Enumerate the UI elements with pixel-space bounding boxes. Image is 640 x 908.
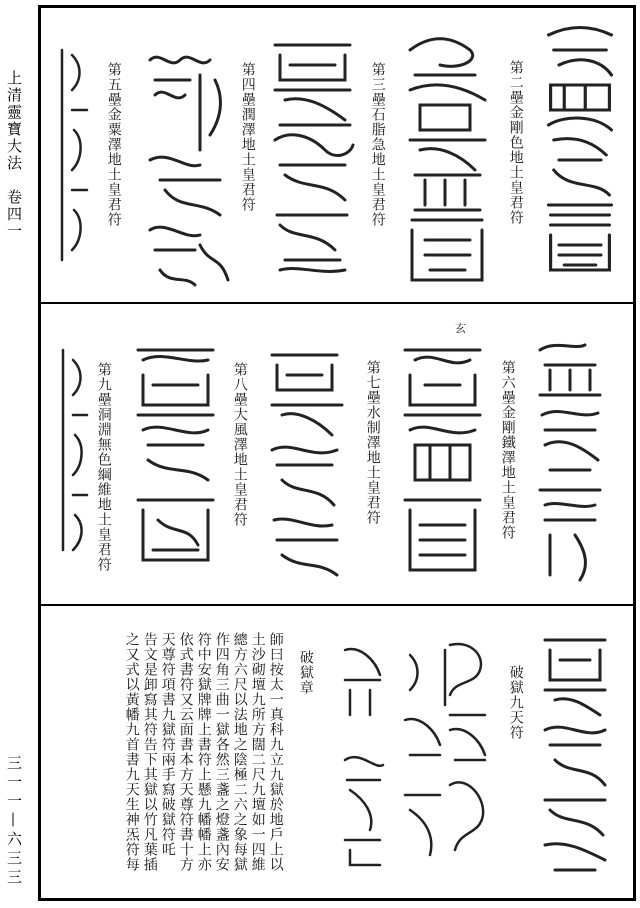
talisman-4-glyph [265, 30, 360, 280]
margin-page-number: 三一一—六三三 [5, 755, 23, 888]
talisman-3-glyph [400, 30, 495, 290]
talisman-caption-9: 第九壘洞淵無色綱維地土皇君符 [95, 362, 112, 572]
talisman-seal-partial-2 [55, 340, 90, 564]
talisman-seal-7 [395, 330, 490, 594]
text-column-2: 土沙砌壇九所方闊二尺九壇如一四維 [249, 632, 266, 872]
talisman-caption-7: 第七壘水制澤地土皇君符 [364, 360, 381, 525]
talisman-seal-3 [400, 30, 495, 294]
talisman-po-yu-3-glyph [335, 640, 390, 870]
talisman-seal-6 [530, 335, 605, 594]
talisman-caption-2: 第二壘金剛色地土皇君符 [507, 60, 524, 225]
talisman-8-glyph [262, 340, 347, 585]
talisman-9-glyph [128, 335, 223, 575]
divider-1 [41, 302, 633, 304]
talisman-6-glyph [530, 335, 605, 590]
text-column-8: 告文是卸寫其符告下其獄以竹凡葉插 [141, 632, 158, 872]
text-column-7: 天尊符項書九獄符兩手寫破獄符吒 [159, 632, 176, 857]
talisman-seal-9 [128, 335, 223, 579]
talisman-seal-po-yu-2 [395, 635, 495, 889]
margin-book-title: 上清靈寶大法 卷四一 [5, 70, 23, 240]
talisman-po-yu-2-glyph [395, 635, 495, 885]
talisman-seal-8 [262, 340, 347, 589]
talisman-seal-5 [140, 40, 235, 294]
talisman-caption-4: 第四壘潤澤地土皇君符 [239, 62, 256, 212]
section-heading: 破獄章 [297, 650, 314, 695]
talisman-partial-glyph [52, 40, 92, 270]
text-column-9: 之又式以黃幡九首書九天生神炁符每 [123, 632, 140, 872]
talisman-caption-8: 第八壘大風澤地土皇君符 [231, 362, 248, 527]
talisman-2-glyph [538, 20, 622, 280]
talisman-7-glyph [395, 330, 490, 590]
divider-2 [41, 604, 633, 606]
talisman-5-glyph [140, 40, 235, 290]
talisman-seal-partial [52, 40, 92, 274]
talisman-caption-6: 第六壘金剛鐵澤地土皇君符 [499, 360, 516, 540]
text-column-1: 師曰按太一真科九立九獄於地戶上以 [267, 632, 284, 872]
talisman-seal-po-yu-main [535, 625, 615, 889]
text-column-6: 依式書符又云面書本方天尊符書十方 [177, 632, 194, 872]
talisman-partial-2-glyph [55, 340, 90, 560]
margin-marker: 玄 [455, 322, 466, 335]
text-column-3: 總方六尺以法地之陰極二六之象每獄 [231, 632, 248, 872]
talisman-caption-po-yu: 破獄九天符 [507, 665, 524, 740]
text-column-5: 符中安獄牌牌上書符上懸九幡幡上亦 [195, 632, 212, 872]
talisman-seal-po-yu-3 [335, 640, 390, 874]
talisman-caption-3: 第三壘石脂急地土皇君符 [369, 62, 386, 227]
talisman-seal-4 [265, 30, 360, 284]
talisman-po-yu-glyph [535, 625, 615, 885]
talisman-caption-5: 第五壘金粟澤地土皇君符 [105, 62, 122, 227]
talisman-seal-2 [538, 20, 622, 280]
text-column-4: 作四角三曲一獄各然三盞之燈盞內安 [213, 632, 230, 872]
